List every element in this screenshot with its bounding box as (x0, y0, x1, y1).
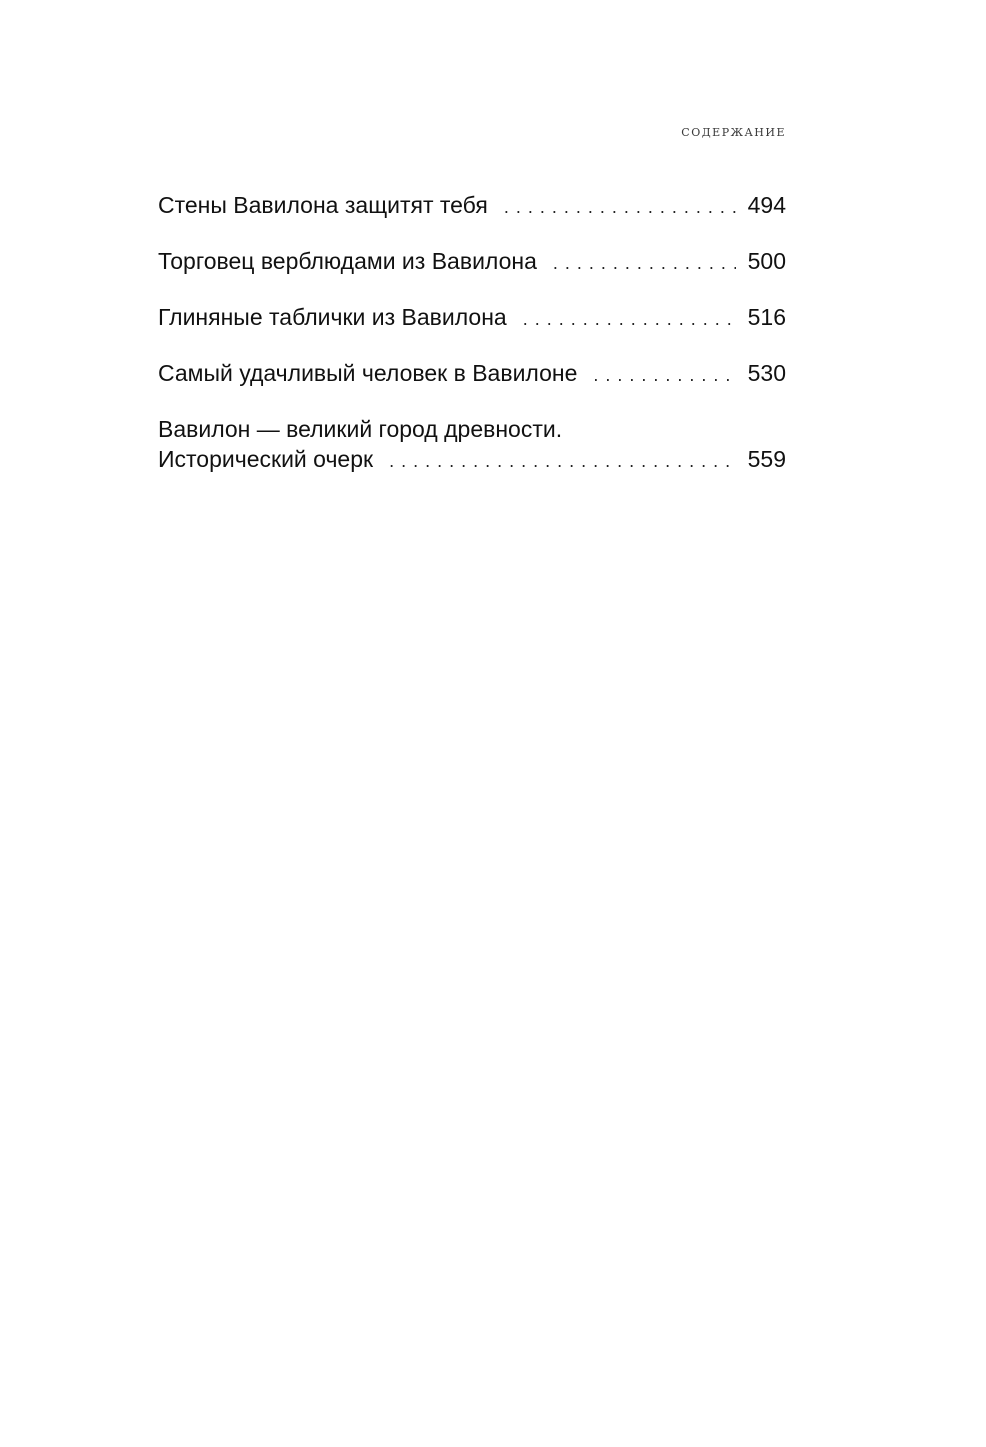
toc-entry-page: 500 (747, 248, 786, 274)
toc-line (158, 414, 786, 444)
toc-entry-page: 530 (747, 360, 786, 386)
toc-entry-page: 516 (747, 304, 786, 330)
toc-line (158, 302, 786, 334)
toc-entry[interactable] (158, 358, 786, 390)
toc-entry-title: Глиняные таблички из Вавилона (158, 304, 507, 330)
toc-entry-page: 559 (747, 446, 786, 472)
toc-entry[interactable] (158, 302, 786, 334)
dot-leader (504, 192, 736, 222)
toc-entry-title-continued: Исторический очерк (158, 446, 374, 472)
toc-line (158, 444, 786, 476)
table-of-contents (158, 190, 786, 500)
toc-line (158, 190, 786, 222)
dot-leader (553, 248, 736, 278)
toc-entry-title: Самый удачливый человек в Вавилоне (158, 360, 578, 386)
toc-line (158, 358, 786, 390)
toc-entry-title: Вавилон — великий город древности. (158, 416, 563, 442)
running-head: содержание (681, 122, 786, 140)
toc-entry[interactable] (158, 190, 786, 222)
toc-entry-page: 494 (747, 192, 786, 218)
toc-entry-title: Торговец верблюдами из Вавилона (158, 248, 537, 274)
toc-entry[interactable] (158, 246, 786, 278)
toc-line (158, 246, 786, 278)
toc-entry[interactable] (158, 414, 786, 476)
toc-entry-title: Стены Вавилона защитят тебя (158, 192, 488, 218)
dot-leader (593, 360, 735, 390)
dot-leader (523, 304, 736, 334)
dot-leader (389, 446, 736, 476)
